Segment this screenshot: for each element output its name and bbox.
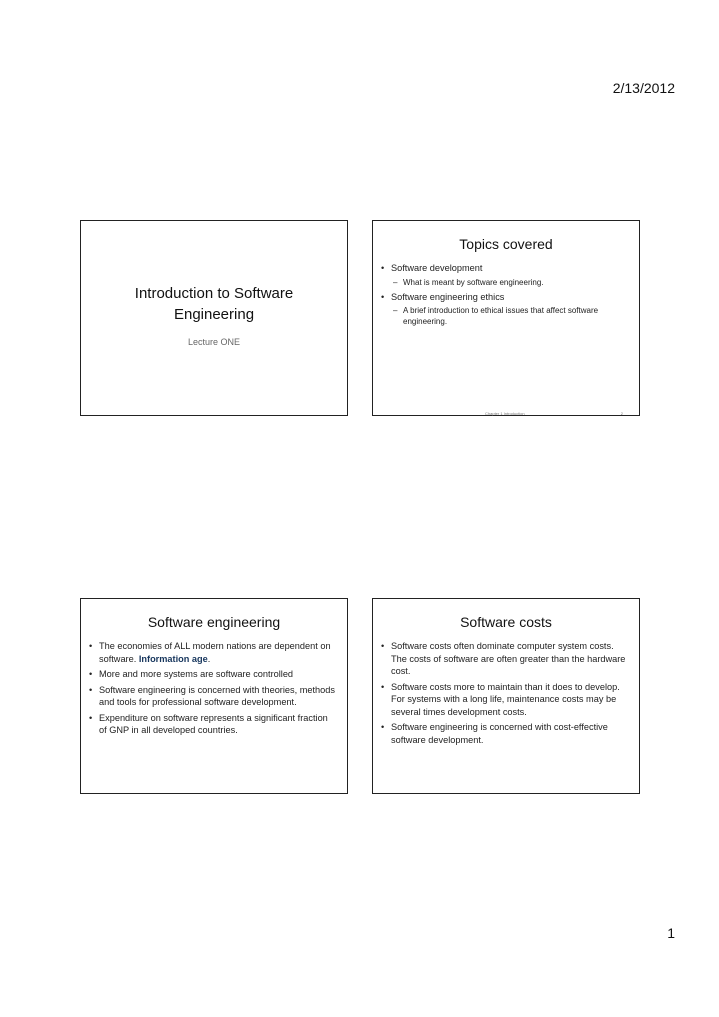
bullet-list [381,640,629,746]
page-number: 1 [667,925,675,941]
bullet-item: • Software engineering is concerned with theories, methods and tools for professional software development. [89,684,337,709]
slide-subtitle: Lecture ONE [187,337,241,347]
bullet-item [381,262,629,288]
sub-bullet-list [391,277,629,288]
bullet-item: • Software engineering is concerned with cost-effective software development. [381,721,629,746]
bullet-list [381,262,629,327]
bullet-item: • Expenditure on software represents a significant fraction of GNP in all developed countries. [89,712,337,737]
slide-software-engineering [80,598,348,794]
bullet-item [381,291,629,328]
footer-slide-number: 2 [620,411,623,416]
slide-title [80,220,348,416]
slide-heading: Software costs [460,614,552,630]
bullet-text: Software development [391,263,483,273]
bullet-item: • Software costs more to maintain than it does to develop. For systems with a long life, maintenance costs may be several times development costs. [381,681,629,719]
bullet-text: Software engineering ethics [391,291,505,302]
slide-heading: Topics covered [459,236,553,252]
sub-bullet-item: – What is meant by software engineering. [391,277,629,288]
bullet-text-end: . [207,653,211,664]
slide-software-costs [372,598,640,794]
bullet-item: • More and more systems are software controlled [89,668,337,681]
bullet-text: The economies of ALL modern nations are dependent on software. [99,641,331,664]
title-block [81,283,347,347]
bullet-list [89,640,337,737]
sub-bullet-item: – A brief introduction to ethical issues that affect software engineering. [391,305,629,327]
slide-heading: Software engineering [147,614,281,630]
footer-text: Chapter 1 Introduction [485,411,525,416]
sub-bullet-list [391,305,629,327]
slide-title-text: Introduction to Software Engineering [134,285,294,323]
slide-topics-covered [372,220,640,416]
highlight-text: Information age [138,653,208,664]
bullet-item [89,640,337,665]
page-date: 2/13/2012 [612,80,675,96]
bullet-item: • Software costs often dominate computer system costs. The costs of software are often greater than the hardware cost. [381,640,629,678]
